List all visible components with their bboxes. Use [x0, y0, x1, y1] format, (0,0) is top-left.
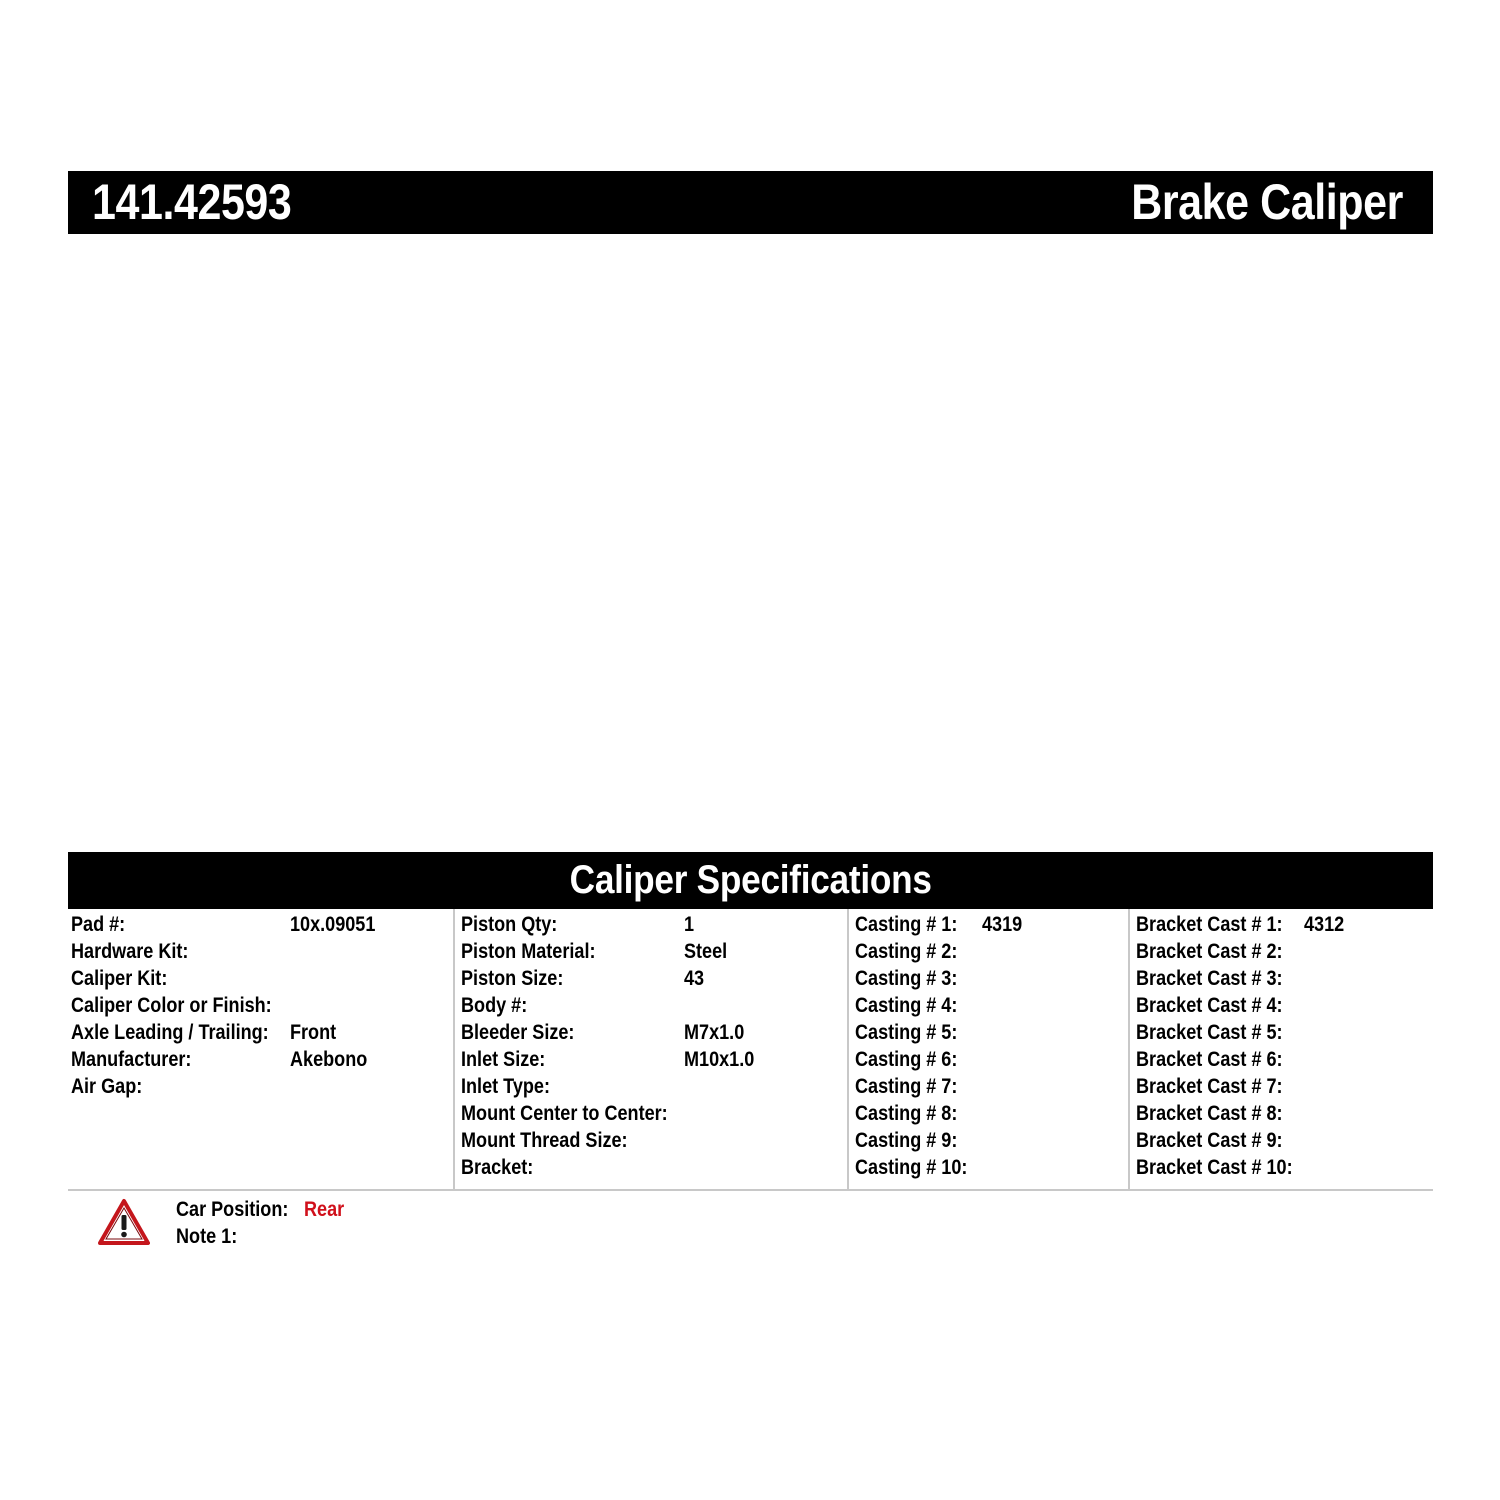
spec-label: Casting # 5: — [855, 1021, 958, 1044]
spec-row — [1130, 963, 1435, 990]
spec-row — [1130, 1152, 1435, 1179]
spec-label: Piston Qty: — [461, 913, 558, 936]
spec-label: Casting # 9: — [855, 1129, 958, 1152]
car-position-row — [176, 1196, 345, 1223]
spec-row — [849, 1152, 1129, 1179]
spec-label: Bracket Cast # 10: — [1136, 1156, 1293, 1179]
spec-label: Bracket Cast # 7: — [1136, 1075, 1283, 1098]
spec-label: Mount Thread Size: — [461, 1129, 628, 1152]
spec-label: Casting # 4: — [855, 994, 958, 1017]
spec-value: Steel — [684, 940, 728, 963]
title-bar — [68, 171, 1433, 234]
spec-label: Axle Leading / Trailing: — [71, 1021, 269, 1044]
part-number: 141.42593 — [92, 174, 292, 230]
spec-row — [455, 909, 847, 936]
spec-label: Manufacturer: — [71, 1048, 192, 1071]
spec-row — [68, 963, 453, 990]
spec-label: Bracket Cast # 5: — [1136, 1021, 1283, 1044]
spec-label: Bracket Cast # 2: — [1136, 940, 1283, 963]
specs-header — [68, 852, 1433, 909]
note-area — [98, 1196, 698, 1256]
spec-row — [849, 909, 1129, 936]
spec-row — [849, 936, 1129, 963]
spec-label: Piston Size: — [461, 967, 564, 990]
spec-label: Pad #: — [71, 913, 126, 936]
spec-value: 10x.09051 — [290, 913, 376, 936]
spec-label: Casting # 7: — [855, 1075, 958, 1098]
spec-row — [455, 1098, 847, 1125]
spec-value: 1 — [684, 913, 695, 936]
spec-label: Bracket Cast # 4: — [1136, 994, 1283, 1017]
spec-value: Front — [290, 1021, 337, 1044]
spec-label: Caliper Color or Finish: — [71, 994, 272, 1017]
car-position-label: Car Position: — [176, 1198, 289, 1221]
spec-value: M10x1.0 — [684, 1048, 755, 1071]
spec-row — [68, 909, 453, 936]
spec-row — [849, 1017, 1129, 1044]
spec-row — [1130, 1017, 1435, 1044]
spec-row — [1130, 1125, 1435, 1152]
spec-label: Inlet Type: — [461, 1075, 550, 1098]
spec-row — [1130, 1071, 1435, 1098]
spec-row — [1130, 990, 1435, 1017]
specs-column-bracket-cast — [1128, 909, 1435, 1189]
spec-label: Casting # 6: — [855, 1048, 958, 1071]
note1-label: Note 1: — [176, 1225, 238, 1248]
spec-value: 43 — [684, 967, 705, 990]
spec-row — [455, 936, 847, 963]
spec-label: Bleeder Size: — [461, 1021, 575, 1044]
spec-row — [849, 1071, 1129, 1098]
spec-label: Piston Material: — [461, 940, 596, 963]
spec-label: Caliper Kit: — [71, 967, 168, 990]
specs-column-piston — [453, 909, 847, 1189]
spec-label: Hardware Kit: — [71, 940, 189, 963]
car-position-value: Rear — [304, 1198, 345, 1221]
spec-row — [1130, 1098, 1435, 1125]
specs-table — [68, 909, 1433, 1191]
spec-row — [455, 990, 847, 1017]
spec-label: Bracket: — [461, 1156, 534, 1179]
spec-value: 4319 — [982, 913, 1023, 936]
spec-row — [68, 990, 453, 1017]
spec-label: Bracket Cast # 6: — [1136, 1048, 1283, 1071]
note1-row — [176, 1223, 247, 1250]
spec-row — [455, 1152, 847, 1179]
spec-label: Casting # 1: — [855, 913, 958, 936]
spec-row — [68, 1017, 453, 1044]
spec-label: Body #: — [461, 994, 528, 1017]
spec-label: Bracket Cast # 1: — [1136, 913, 1283, 936]
spec-value: Akebono — [290, 1048, 368, 1071]
spec-label: Casting # 8: — [855, 1102, 958, 1125]
spec-row — [1130, 909, 1435, 936]
warning-triangle-icon — [98, 1198, 150, 1246]
spec-label: Bracket Cast # 9: — [1136, 1129, 1283, 1152]
spec-row — [455, 1071, 847, 1098]
spec-row — [849, 1125, 1129, 1152]
spec-value: M7x1.0 — [684, 1021, 745, 1044]
specs-title: Caliper Specifications — [569, 858, 932, 902]
spec-row — [1130, 936, 1435, 963]
spec-label: Mount Center to Center: — [461, 1102, 668, 1125]
spec-row — [455, 1017, 847, 1044]
spec-row — [68, 1071, 453, 1098]
spec-row — [849, 990, 1129, 1017]
spec-label: Casting # 3: — [855, 967, 958, 990]
spec-label: Inlet Size: — [461, 1048, 546, 1071]
spec-row — [849, 963, 1129, 990]
spec-row — [455, 1044, 847, 1071]
spec-label: Air Gap: — [71, 1075, 143, 1098]
spec-value: 4312 — [1304, 913, 1345, 936]
spec-row — [455, 963, 847, 990]
spec-row — [1130, 1044, 1435, 1071]
product-name: Brake Caliper — [1131, 174, 1403, 230]
spec-row — [455, 1125, 847, 1152]
specs-column-casting — [847, 909, 1129, 1189]
spec-label: Bracket Cast # 8: — [1136, 1102, 1283, 1125]
spec-row — [68, 1044, 453, 1071]
spec-label: Casting # 2: — [855, 940, 958, 963]
spec-label: Casting # 10: — [855, 1156, 968, 1179]
specs-column-general — [68, 909, 453, 1189]
spec-row — [68, 936, 453, 963]
spec-label: Bracket Cast # 3: — [1136, 967, 1283, 990]
spec-row — [849, 1044, 1129, 1071]
spec-row — [849, 1098, 1129, 1125]
